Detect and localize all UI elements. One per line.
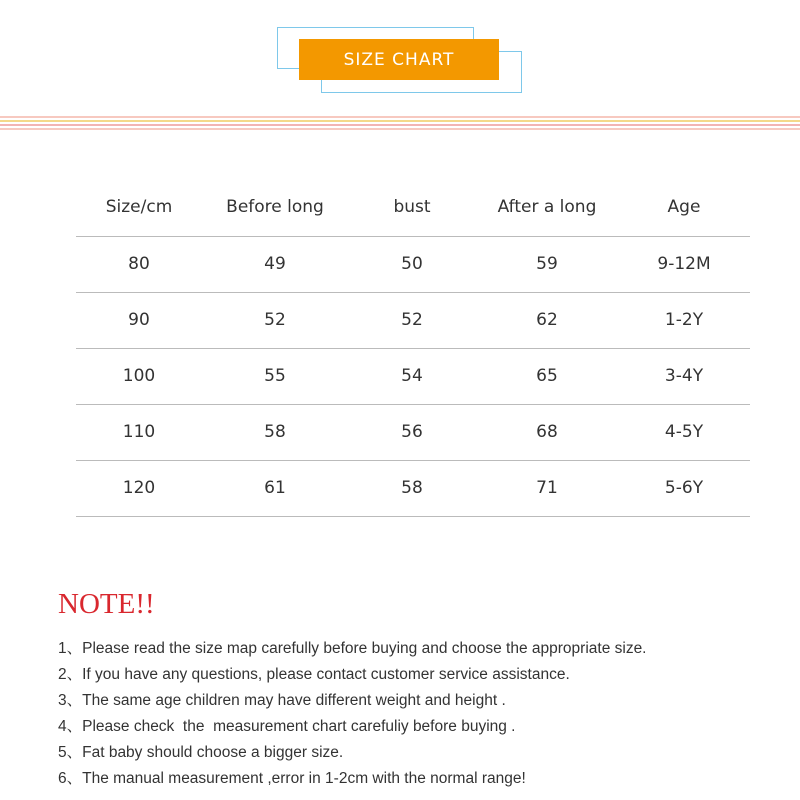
header-age: Age <box>618 178 750 236</box>
table-cell: 100 <box>76 348 202 404</box>
table-cell: 110 <box>76 404 202 460</box>
table-cell: 58 <box>202 404 348 460</box>
note-item: 6、The manual measurement ,error in 1-2cm with the normal range! <box>58 770 526 787</box>
table-row <box>76 292 750 348</box>
notes-list <box>58 638 647 794</box>
table-cell: 55 <box>202 348 348 404</box>
header-size: Size/cm <box>76 178 202 236</box>
note-item: 1、Please read the size map carefully before buying and choose the appropriate size. <box>58 640 647 657</box>
table-cell: 52 <box>348 292 476 348</box>
table-cell: 50 <box>348 236 476 292</box>
table-cell: 71 <box>476 460 618 516</box>
table-cell: 58 <box>348 460 476 516</box>
table-cell: 68 <box>476 404 618 460</box>
header-before-long: Before long <box>202 178 348 236</box>
note-item: 2、If you have any questions, please contact customer service assistance. <box>58 666 570 683</box>
table-cell: 5-6Y <box>618 460 750 516</box>
table-header-row <box>76 178 750 236</box>
stripe-line <box>0 120 800 122</box>
table-cell: 56 <box>348 404 476 460</box>
table-cell: 1-2Y <box>618 292 750 348</box>
table-cell: 3-4Y <box>618 348 750 404</box>
table-cell: 52 <box>202 292 348 348</box>
stripe-line <box>0 128 800 130</box>
table-cell: 54 <box>348 348 476 404</box>
header-bust: bust <box>348 178 476 236</box>
stripe-line <box>0 116 800 118</box>
decorative-stripes <box>0 116 800 132</box>
table-cell: 90 <box>76 292 202 348</box>
table-cell: 80 <box>76 236 202 292</box>
header-after-long: After a long <box>476 178 618 236</box>
size-chart-banner: SIZE CHART <box>299 39 499 80</box>
size-table <box>76 178 750 517</box>
note-title: NOTE!! <box>58 588 155 620</box>
table-cell: 61 <box>202 460 348 516</box>
table-row <box>76 404 750 460</box>
table-row <box>76 236 750 292</box>
table-cell: 49 <box>202 236 348 292</box>
table-cell: 9-12M <box>618 236 750 292</box>
table-cell: 59 <box>476 236 618 292</box>
table-row <box>76 460 750 516</box>
table-cell: 65 <box>476 348 618 404</box>
stripe-line <box>0 124 800 126</box>
table-cell: 120 <box>76 460 202 516</box>
table-cell: 62 <box>476 292 618 348</box>
table-row <box>76 348 750 404</box>
note-item: 3、The same age children may have different weight and height . <box>58 692 506 709</box>
table-cell: 4-5Y <box>618 404 750 460</box>
note-item: 5、Fat baby should choose a bigger size. <box>58 744 344 761</box>
note-item: 4、Please check the measurement chart carefuliy before buying . <box>58 718 516 735</box>
